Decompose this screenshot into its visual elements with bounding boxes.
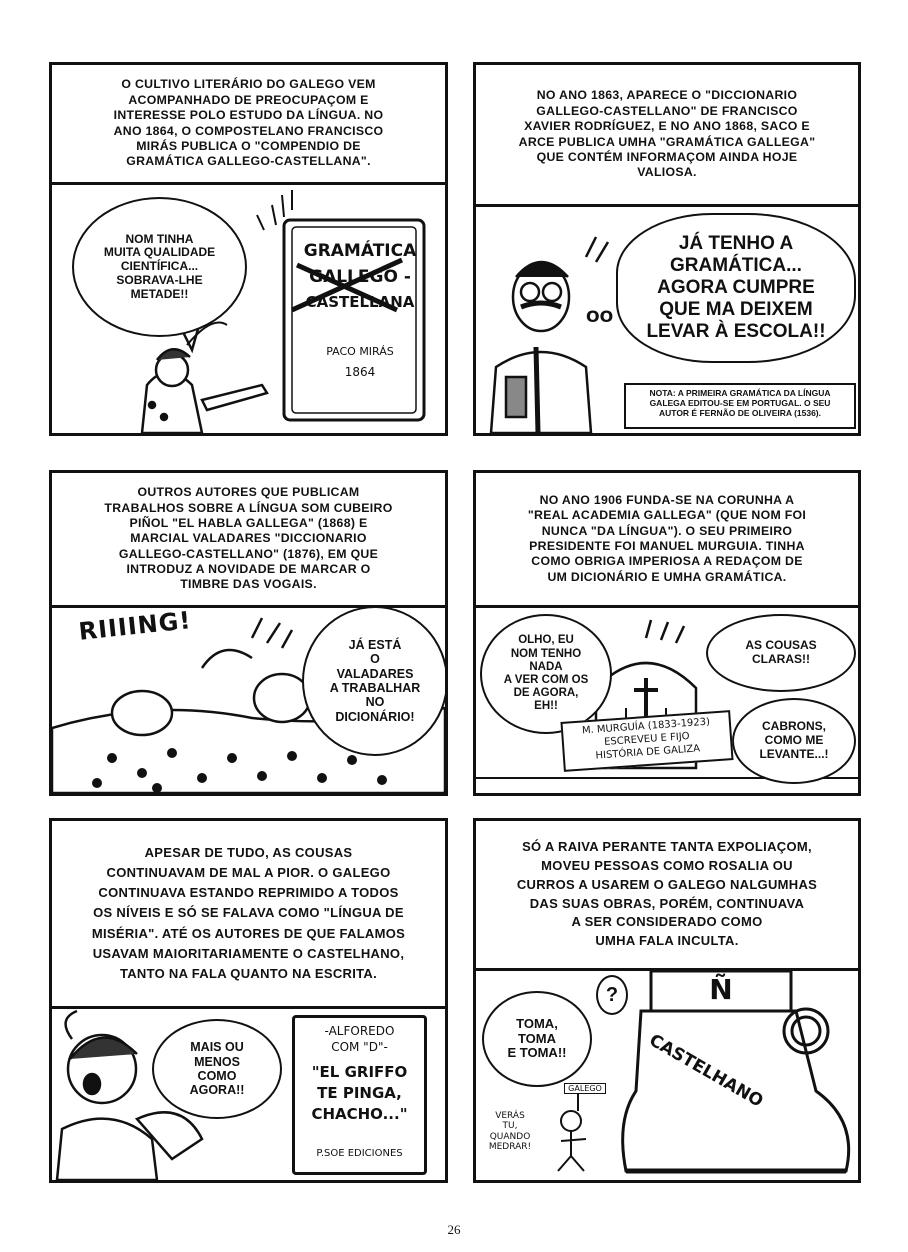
boot-label: CASTELHANO — [645, 1030, 767, 1112]
small-figure — [558, 1086, 586, 1171]
panel-1-art — [52, 185, 445, 433]
panel-4-speech-bubble-right-bottom — [732, 698, 856, 784]
small-figure-speech: VERÁS TU, QUANDO MEDRAR! — [488, 1111, 532, 1153]
panel-4 — [473, 470, 861, 796]
jester-figure — [142, 323, 267, 434]
panel-3-art — [52, 608, 445, 793]
panel-3 — [49, 470, 448, 796]
panel-2-caption-text: NO ANO 1863, APARECE O "DICCIONARIO GALLEGO-CASTELLANO" DE FRANCISCO XAVIER RODRÍGUEZ, E NO ANO 1868, SACO E ARCE PUBLICA UMHA "GRAMÁTICA GALLEGA" QUE CONTÉM INFORMAÇOM AINDA HOJE VALIOSA. — [518, 88, 816, 180]
panel-5-caption-text: APESAR DE TUDO, AS COUSAS CONTINUAVAM DE MAL A PIOR. O GALEGO CONTINUAVA ESTANDO REPRIMIDO A TODOS OS NÍVEIS E SÓ SE FALAVA COMO "LÍNGUA DE MISÉRIA". ATÉ OS AUTORES DE QUE FALAMOS USAVAM MAIORITARIAMENTE O CASTELHANO, TANTO NA FALA QUANTO NA ESCRITA. — [91, 845, 406, 981]
tomb-plaque: M. MURGUÍA (1833-1923) ESCREVEU E FIJO HISTÓRIA DE GALIZA — [560, 710, 733, 772]
panel-5-caption — [52, 821, 445, 1009]
panel-6-speech-text: TOMA, TOMA E TOMA!! — [507, 1015, 567, 1061]
panel-6 — [473, 818, 861, 1183]
panel-1 — [49, 62, 448, 436]
panel-6-caption-text: SÓ A RAIVA PERANTE TANTA EXPOLIAÇOM, MOVEU PESSOAS COMO ROSALIA OU CURROS A USAREM O GALEGO NALGUMHAS DAS SUAS OBRAS, PORÉM, CONTINUAVA A SER CONSIDERADO COMO UMHA FALA INCULTA. — [516, 838, 818, 949]
book-2-line2: COM "D"- — [331, 1040, 388, 1054]
panel-4-art — [476, 608, 858, 793]
panel-3-caption — [52, 473, 445, 608]
panel-2-art — [476, 207, 858, 433]
book-2 — [292, 1015, 427, 1175]
panel-1-speech-bubble — [72, 197, 247, 337]
panel-2-speech-text: JÁ TENHO A GRAMÁTICA... AGORA CUMPRE QUE MA DEIXEM LEVAR À ESCOLA!! — [646, 233, 826, 342]
panel-5-art — [52, 1009, 445, 1180]
panel-2 — [473, 62, 861, 436]
book-2-line3: "EL GRIFFO TE PINGA, CHACHO..." — [311, 1063, 408, 1123]
book-year: 1864 — [344, 365, 376, 379]
question-mark: ? — [605, 983, 619, 1006]
panel-6-caption — [476, 821, 858, 971]
book-2-publisher: P.SOE EDICIONES — [316, 1148, 403, 1159]
book-title-line3: CASTELLANA — [305, 293, 415, 311]
alarm-sound-effect: RIIIING! — [77, 606, 193, 646]
panel-4-speech-left-text: OLHO, EU NOM TENHO NADA A VER COM OS DE AGORA, EH!! — [503, 634, 589, 713]
book-title-line2: GALLEGO - — [309, 267, 411, 287]
panel-4-speech-bubble-right-top — [706, 614, 856, 692]
svg-text:OO: OO — [586, 307, 614, 326]
scholar-figure — [491, 262, 591, 433]
panel-3-speech-bubble — [302, 606, 448, 756]
panel-5 — [49, 818, 448, 1183]
panel-2-footnote: NOTA: A PRIMEIRA GRAMÁTICA DA LÍNGUA GALEGA EDITOU-SE EM PORTUGAL. O SEU AUTOR É FERNÃO DE OLIVEIRA (1536). — [624, 383, 856, 429]
book-2-line1: -ALFOREDO — [324, 1024, 395, 1038]
panel-4-caption — [476, 473, 858, 608]
panel-5-speech-text: MAIS OU MENOS COMO AGORA!! — [189, 1040, 245, 1098]
panel-1-speech-text: NOM TINHA MUITA QUALIDADE CIENTÍFICA... SOBRAVA-LHE METADE!! — [103, 231, 216, 301]
panel-6-speech-bubble — [482, 991, 592, 1087]
panel-4-speech-right-bottom-text: CABRONS, COMO ME LEVANTE...! — [759, 719, 829, 761]
panel-1-caption — [52, 65, 445, 185]
question-bubble — [596, 975, 628, 1015]
panel-2-caption — [476, 65, 858, 207]
book-title-line1: GRAMÁTICA — [303, 241, 417, 261]
panel-3-speech-text: JÁ ESTÁ O VALADARES A TRABALHAR NO DICIONÁRIO! — [329, 637, 421, 724]
book-author: PACO MIRÁS — [326, 345, 394, 358]
page-number: 26 — [447, 1222, 461, 1237]
boot-letter: Ñ — [709, 973, 733, 1006]
panel-3-caption-text: OUTROS AUTORES QUE PUBLICAM TRABALHOS SOBRE A LÍNGUA SOM CUBEIRO PIÑOL "EL HABLA GALLEGA" (1868) E MARCIAL VALADARES "DICCIONARIO GALLEGO-CASTELLANO" (1876), EM QUE INTRODUZ A NOVIDADE DE MARCAR O TIMBRE DAS VOGAIS. — [104, 485, 393, 592]
sign-label: GALEGO — [564, 1083, 606, 1094]
panel-4-speech-bubble-left — [480, 614, 612, 734]
panel-5-speech-bubble — [152, 1019, 282, 1119]
panel-4-caption-text: NO ANO 1906 FUNDA-SE NA CORUNHA A "REAL ACADEMIA GALLEGA" (QUE NOM FOI NUNCA "DA LÍNGUA"). O SEU PRIMEIRO PRESIDENTE FOI MANUEL MURGUIA. TINHA COMO OBRIGA IMPERIOSA A REDAÇOM DE UM DICIONÁRIO E UMHA GRAMÁTICA. — [527, 492, 807, 584]
panel-2-speech-bubble — [616, 213, 856, 363]
panel-6-art — [476, 971, 858, 1180]
panel-1-caption-text: O CULTIVO LITERÁRIO DO GALEGO VEM ACOMPANHADO DE PREOCUPAÇOM E INTERESSE POLO ESTUDO DA LÍNGUA. NO ANO 1864, O COMPOSTELANO FRANCISCO MIRÁS PUBLICA O "COMPENDIO DE GRAMÁTICA GALLEGO-CASTELLANA". — [113, 77, 384, 169]
panel-4-speech-right-top-text: AS COUSAS CLARAS!! — [745, 638, 817, 666]
